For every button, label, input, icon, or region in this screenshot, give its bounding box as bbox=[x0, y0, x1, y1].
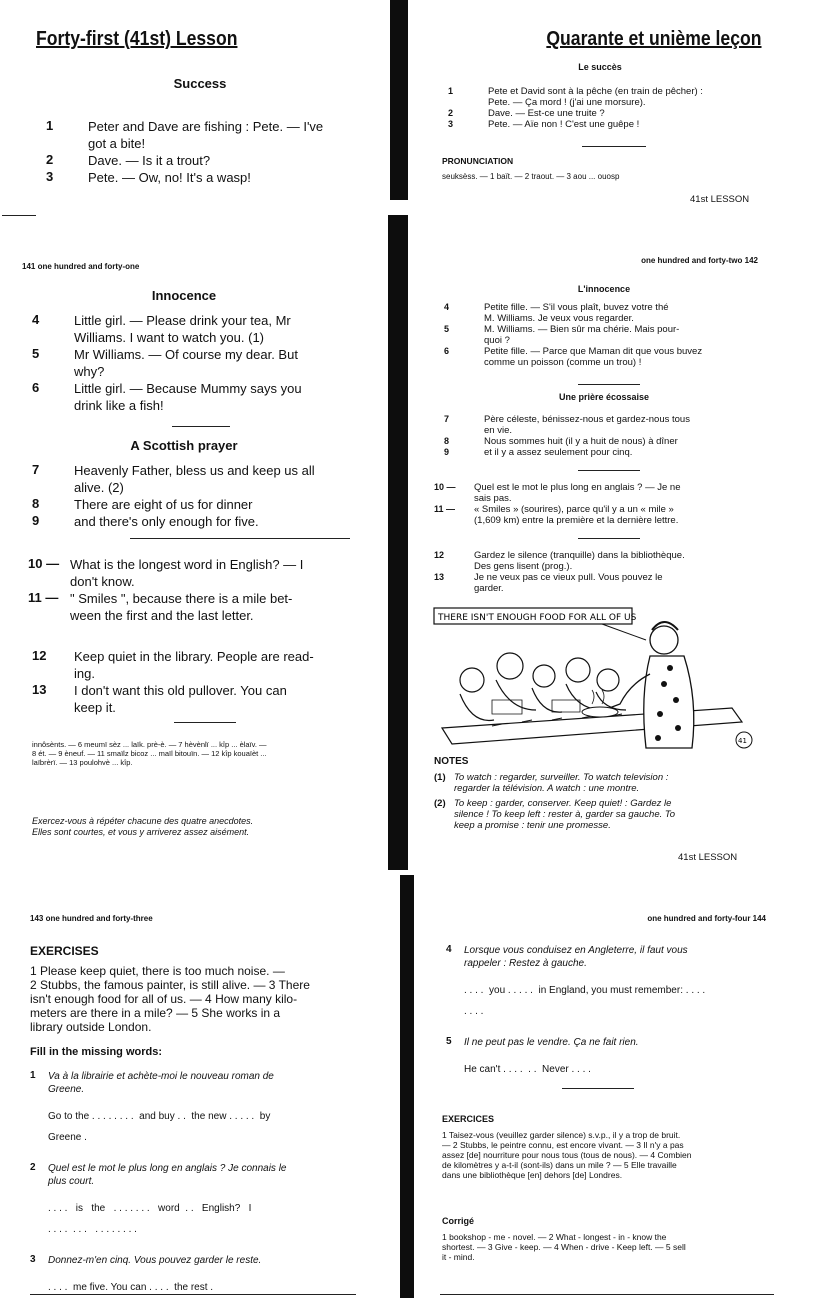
line-text: There are eight of us for dinner bbox=[74, 497, 253, 512]
line-number: 9 bbox=[32, 513, 40, 528]
line-text: Williams. I want to watch you. (1) bbox=[74, 330, 264, 345]
text-line bbox=[32, 479, 362, 496]
divider bbox=[578, 470, 640, 471]
line-number bbox=[434, 493, 474, 504]
text-line: 8 ét. — 9 èneuf. — 11 smaïlz bicoz ... maïl bitouïn. — 12 kîp kouaïèt ... bbox=[32, 749, 267, 758]
text-line: Elles sont courtes, et vous y arriverez assez aisément. bbox=[32, 827, 250, 837]
line-number bbox=[46, 135, 88, 152]
french-dialogue-4-6 bbox=[444, 302, 762, 368]
prompt-line: Quel est le mot le plus long en anglais ? Je connais le bbox=[48, 1163, 287, 1174]
line-number: 2 bbox=[448, 108, 454, 118]
divider bbox=[174, 722, 236, 723]
line-number: 13 bbox=[434, 572, 445, 582]
line-text: Little girl. — Please drink your tea, Mr bbox=[74, 313, 291, 328]
line-text: M. Williams. Je veux vous regarder. bbox=[484, 313, 634, 324]
line-number bbox=[444, 425, 484, 436]
exercices-text bbox=[442, 1130, 691, 1180]
line-number: 9 bbox=[444, 447, 450, 457]
line-number bbox=[32, 363, 74, 380]
note-item bbox=[434, 798, 774, 831]
answer-line: . . . . bbox=[464, 1006, 484, 1017]
line-number: 8 bbox=[32, 496, 40, 511]
line-number bbox=[444, 335, 484, 346]
line-number: 13 bbox=[32, 682, 47, 697]
text-line bbox=[28, 590, 368, 607]
text-line bbox=[32, 648, 362, 665]
text-line bbox=[434, 561, 764, 572]
page-bottom-rule bbox=[30, 1294, 356, 1295]
prompt-line: Lorsque vous conduisez en Angleterre, il faut vous bbox=[464, 945, 688, 956]
line-text: Dave. — Est-ce une truite ? bbox=[488, 108, 605, 119]
line-number: 6 bbox=[444, 346, 450, 356]
exercises-label: EXERCISES bbox=[30, 944, 99, 958]
divider bbox=[172, 426, 230, 427]
answer-line: Greene . bbox=[48, 1132, 87, 1143]
line-number: 4 bbox=[32, 312, 40, 327]
text-line bbox=[32, 312, 362, 329]
line-text: What is the longest word in English? — I bbox=[70, 557, 304, 572]
french-sentences-12-13 bbox=[434, 550, 764, 594]
text-line bbox=[434, 583, 764, 594]
english-sentences-12-13 bbox=[32, 648, 362, 716]
answer-line: . . . . you . . . . . in England, you must remember: . . . . bbox=[464, 985, 706, 996]
line-number: 5 bbox=[32, 346, 40, 361]
notes-list bbox=[434, 772, 774, 835]
line-text: Gardez le silence (tranquille) dans la bibliothèque. bbox=[474, 550, 685, 561]
page-edge-mark bbox=[2, 215, 36, 216]
line-number bbox=[32, 665, 74, 682]
note-line: silence ! To keep left : rester à, garder sa gauche. To bbox=[454, 809, 676, 820]
item-number: 3 bbox=[30, 1254, 36, 1265]
line-text: Nous sommes huit (il y a huit de nous) à dîner bbox=[484, 436, 678, 447]
page-number-143: 143 one hundred and forty-three bbox=[30, 914, 153, 923]
text-line bbox=[46, 118, 376, 135]
text-line bbox=[32, 699, 362, 716]
line-number: 4 bbox=[444, 302, 450, 312]
line-text: Pete et David sont à la pêche (en train de pêcher) : bbox=[488, 86, 703, 97]
text-line: isn't enough food for all of us. — 4 How many kilo- bbox=[30, 992, 298, 1006]
english-dialogue-4-6 bbox=[32, 312, 362, 414]
text-line bbox=[28, 607, 368, 624]
exercices-label: EXERCICES bbox=[442, 1114, 495, 1124]
line-text: Mr Williams. — Of course my dear. But bbox=[74, 347, 298, 362]
note-line: To keep : garder, conserver. Keep quiet! : Gardez le bbox=[454, 798, 672, 809]
text-line bbox=[444, 313, 762, 324]
binding-gutter-middle bbox=[388, 215, 408, 870]
fill-item bbox=[446, 944, 776, 1022]
text-line bbox=[46, 152, 376, 169]
text-line bbox=[32, 665, 362, 682]
line-number bbox=[28, 607, 70, 624]
line-text: why? bbox=[74, 364, 105, 379]
line-number bbox=[434, 561, 474, 572]
line-text: keep it. bbox=[74, 700, 116, 715]
section-title-le-succes: Le succès bbox=[578, 62, 622, 72]
line-text: I don't want this old pullover. You can bbox=[74, 683, 287, 698]
fill-item bbox=[30, 1162, 360, 1240]
text-line: shortest. — 3 Give - keep. — 4 When - drive - Keep left. — 5 sell bbox=[442, 1242, 686, 1252]
binding-gutter-top bbox=[390, 0, 408, 200]
section-title-linnocence: L'innocence bbox=[577, 284, 631, 294]
text-line: laïbrèrï. — 13 poulohvè ... kîp. bbox=[32, 758, 133, 767]
text-line bbox=[32, 363, 362, 380]
text-line: 1 bookshop - me - novel. — 2 What - longest - in - know the bbox=[442, 1232, 667, 1242]
note-item bbox=[434, 772, 774, 794]
page-bottom-rule bbox=[440, 1294, 774, 1295]
answer-line: . . . . is the . . . . . . . word . . English? I bbox=[48, 1203, 252, 1214]
text-line bbox=[434, 482, 764, 493]
french-dialogue-10-11 bbox=[434, 482, 764, 526]
text-line bbox=[444, 414, 762, 425]
french-prayer-7-9 bbox=[444, 414, 762, 458]
item-number: 1 bbox=[30, 1070, 36, 1081]
text-line bbox=[444, 425, 762, 436]
divider bbox=[562, 1088, 634, 1089]
line-text: en vie. bbox=[484, 425, 512, 436]
fill-in-label: Fill in the missing words: bbox=[30, 1046, 163, 1058]
line-number bbox=[444, 357, 484, 368]
line-number: 6 bbox=[32, 380, 40, 395]
page-number-142: one hundred and forty-two 142 bbox=[641, 256, 758, 265]
line-number: 2 bbox=[46, 152, 54, 167]
text-line: innôsènts. — 6 meumï sèz ... laïk. prè-è. — 7 hèvènlï ... kîp ... èlaïv. — bbox=[32, 740, 267, 749]
text-line: library outside London. bbox=[30, 1020, 152, 1034]
line-text: ing. bbox=[74, 666, 95, 681]
line-text: Little girl. — Because Mummy says you bbox=[74, 381, 302, 396]
line-text: drink like a fish! bbox=[74, 398, 164, 413]
lesson-footer: 41st LESSON bbox=[678, 852, 738, 863]
text-line bbox=[32, 496, 362, 513]
text-line bbox=[448, 108, 768, 119]
line-number: 5 bbox=[444, 324, 450, 334]
line-number bbox=[434, 515, 474, 526]
line-number bbox=[32, 397, 74, 414]
text-line bbox=[32, 682, 362, 699]
line-text: (1,609 km) entre la première et la dernière lettre. bbox=[474, 515, 679, 526]
text-line bbox=[448, 86, 768, 97]
corrige-text bbox=[442, 1232, 686, 1262]
line-number bbox=[28, 573, 70, 590]
text-line: — 2 Stubbs, le peintre connu, est encore vivant. — 3 Il n'y a pas bbox=[442, 1140, 684, 1150]
english-prayer-7-9 bbox=[32, 462, 362, 530]
text-line bbox=[444, 302, 762, 313]
text-line bbox=[448, 119, 768, 130]
notes-label: NOTES bbox=[434, 756, 469, 767]
text-line bbox=[32, 462, 362, 479]
line-text: got a bite! bbox=[88, 136, 146, 151]
line-number bbox=[32, 329, 74, 346]
fill-in-items-4-5 bbox=[446, 944, 776, 1094]
text-line bbox=[434, 515, 764, 526]
pronunciation-text-141 bbox=[32, 740, 267, 767]
binding-gutter-bottom bbox=[400, 875, 414, 1298]
answer-line: . . . . . . . . . . . . . . . bbox=[48, 1224, 137, 1235]
text-line bbox=[46, 135, 376, 152]
line-text: Peter and Dave are fishing : Pete. — I've bbox=[88, 119, 324, 134]
prompt-line: plus court. bbox=[48, 1176, 95, 1187]
answer-line: He can't . . . . . . Never . . . . bbox=[464, 1064, 591, 1075]
item-number: 4 bbox=[446, 944, 452, 955]
line-number: 10 — bbox=[434, 482, 456, 492]
line-number: 3 bbox=[448, 119, 454, 129]
text-line bbox=[28, 573, 368, 590]
text-line bbox=[444, 436, 762, 447]
cartoon-illustration bbox=[432, 604, 764, 754]
text-line bbox=[434, 493, 764, 504]
line-number bbox=[32, 479, 74, 496]
line-text: Pete. — Ça mord ! (j'ai une morsure). bbox=[488, 97, 646, 108]
text-line: assez [de] nourriture pour nous tous (tous de nous). — 4 Combien bbox=[442, 1150, 692, 1160]
line-text: Je ne veux pas ce vieux pull. Vous pouvez le bbox=[474, 572, 663, 583]
line-text: sais pas. bbox=[474, 493, 512, 504]
lesson-title-french: Quarante et unième leçon bbox=[546, 28, 762, 50]
line-number bbox=[448, 97, 488, 108]
section-title-success: Success bbox=[173, 76, 227, 91]
note-line: regarder la télévision. A watch : une montre. bbox=[454, 783, 640, 794]
section-title-priere-ecossaise: Une prière écossaise bbox=[558, 392, 650, 402]
page-number-144: one hundred and forty-four 144 bbox=[647, 914, 766, 923]
line-text: alive. (2) bbox=[74, 480, 124, 495]
text-line bbox=[32, 346, 362, 363]
line-text: M. Williams. — Bien sûr ma chérie. Mais pour- bbox=[484, 324, 680, 335]
text-line: dans une bibliothèque [en] dehors [de] Londres. bbox=[442, 1170, 623, 1180]
text-line: meters are there in a mile? — 5 She works in a bbox=[30, 1006, 281, 1020]
line-text: Des gens lisent (prog.). bbox=[474, 561, 573, 572]
tip-text bbox=[32, 816, 253, 838]
line-text: don't know. bbox=[70, 574, 135, 589]
divider bbox=[130, 538, 350, 539]
line-text: comme un poisson (comme un trou) ! bbox=[484, 357, 642, 368]
line-text: Pete. — Aïe non ! C'est une guêpe ! bbox=[488, 119, 640, 130]
text-line bbox=[32, 397, 362, 414]
lesson-title-english: Forty-first (41st) Lesson bbox=[36, 28, 238, 50]
prompt-line: Donnez-m'en cinq. Vous pouvez garder le reste. bbox=[48, 1255, 262, 1266]
prompt-line: Il ne peut pas le vendre. Ça ne fait rien. bbox=[464, 1037, 639, 1048]
line-text: Dave. — Is it a trout? bbox=[88, 153, 211, 168]
text-line bbox=[32, 329, 362, 346]
exercises-text bbox=[30, 964, 310, 1034]
line-text: quoi ? bbox=[484, 335, 510, 346]
text-line bbox=[444, 357, 762, 368]
text-line bbox=[434, 550, 764, 561]
answer-line: . . . . me five. You can . . . . the rest . bbox=[48, 1282, 214, 1293]
text-line bbox=[434, 504, 764, 515]
item-number: 2 bbox=[30, 1162, 36, 1173]
fill-in-items bbox=[30, 1070, 360, 1312]
lesson-footer: 41st LESSON bbox=[690, 194, 750, 205]
divider bbox=[582, 146, 646, 147]
text-line bbox=[434, 572, 764, 583]
prompt-line: Va à la librairie et achète-moi le nouveau roman de bbox=[48, 1071, 274, 1082]
cartoon-mark: 41 bbox=[738, 737, 747, 745]
prompt-line: Greene. bbox=[48, 1084, 85, 1095]
text-line bbox=[444, 346, 762, 357]
divider bbox=[578, 384, 640, 385]
line-text: Keep quiet in the library. People are read- bbox=[74, 649, 314, 664]
line-text: ween the first and the last letter. bbox=[70, 608, 254, 623]
text-line bbox=[444, 335, 762, 346]
note-number: (1) bbox=[434, 772, 446, 783]
text-line: 1 Please keep quiet, there is too much noise. — bbox=[30, 964, 285, 978]
line-text: « Smiles » (sourires), parce qu'il y a un « mile » bbox=[474, 504, 674, 515]
line-text: " Smiles ", because there is a mile bet- bbox=[70, 591, 293, 606]
fill-item bbox=[30, 1254, 360, 1298]
text-line: Exercez-vous à répéter chacune des quatre anecdotes. bbox=[32, 816, 254, 826]
corrige-label: Corrigé bbox=[442, 1216, 475, 1226]
line-number: 8 bbox=[444, 436, 450, 446]
page-number-141: 141 one hundred and forty-one bbox=[22, 262, 140, 271]
text-line: it - mind. bbox=[442, 1252, 475, 1262]
text-line bbox=[32, 380, 362, 397]
line-number: 7 bbox=[444, 414, 450, 424]
text-line: de kilomètres y a-t-il (sont-ils) dans un mile ? — 5 Elle travaille bbox=[442, 1160, 677, 1170]
line-text: Père céleste, bénissez-nous et gardez-nous tous bbox=[484, 414, 690, 425]
note-number: (2) bbox=[434, 798, 446, 809]
line-number: 12 bbox=[32, 648, 47, 663]
english-dialogue-10-11 bbox=[28, 556, 368, 624]
line-text: and there's only enough for five. bbox=[74, 514, 259, 529]
line-number: 12 bbox=[434, 550, 445, 560]
text-line: 2 Stubbs, the famous painter, is still alive. — 3 There bbox=[30, 978, 310, 992]
answer-line: Go to the . . . . . . . . and buy . . the new . . . . . by bbox=[48, 1111, 271, 1122]
cartoon-caption: THERE ISN'T ENOUGH FOOD FOR ALL OF US bbox=[438, 613, 637, 623]
line-number: 10 — bbox=[28, 556, 60, 571]
english-dialogue-1-3 bbox=[46, 118, 376, 186]
line-number: 11 — bbox=[434, 504, 456, 514]
text-line bbox=[448, 97, 768, 108]
pronunciation-text: seuksèss. — 1 baït. — 2 traout. — 3 aou ... ouosp bbox=[442, 172, 620, 181]
line-number: 1 bbox=[448, 86, 454, 96]
prompt-line: rappeler : Restez à gauche. bbox=[464, 958, 587, 969]
fill-item bbox=[30, 1070, 360, 1148]
divider bbox=[578, 538, 640, 539]
line-text: garder. bbox=[474, 583, 504, 594]
text-line bbox=[444, 447, 762, 458]
note-line: To watch : regarder, surveiller. To watch television : bbox=[454, 772, 669, 783]
text-line: 1 Taisez-vous (veuillez garder silence) s.v.p., il y a trop de bruit. bbox=[442, 1130, 681, 1140]
text-line bbox=[28, 556, 368, 573]
line-text: et il y a assez seulement pour cinq. bbox=[484, 447, 633, 458]
line-number: 1 bbox=[46, 118, 54, 133]
line-text: Quel est le mot le plus long en anglais ? — Je ne bbox=[474, 482, 681, 493]
section-title-innocence: Innocence bbox=[151, 288, 217, 303]
text-line bbox=[46, 169, 376, 186]
fill-item bbox=[446, 1036, 776, 1080]
french-dialogue-1-3 bbox=[448, 86, 768, 130]
line-text: Pete. — Ow, no! It's a wasp! bbox=[88, 170, 251, 185]
line-number: 11 — bbox=[28, 590, 59, 605]
line-number bbox=[32, 699, 74, 716]
line-number: 3 bbox=[46, 169, 54, 184]
item-number: 5 bbox=[446, 1036, 452, 1047]
text-line bbox=[32, 513, 362, 530]
line-number: 7 bbox=[32, 462, 40, 477]
line-text: Heavenly Father, bless us and keep us all bbox=[74, 463, 315, 478]
line-number bbox=[434, 583, 474, 594]
line-number bbox=[444, 313, 484, 324]
note-line: keep a promise : tenir une promesse. bbox=[454, 820, 611, 831]
line-text: Petite fille. — Parce que Maman dit que vous buvez bbox=[484, 346, 703, 357]
pronunciation-label: PRONUNCIATION bbox=[442, 156, 514, 166]
section-title-scottish-prayer: A Scottish prayer bbox=[130, 438, 238, 453]
text-line bbox=[444, 324, 762, 335]
line-text: Petite fille. — S'il vous plaît, buvez votre thé bbox=[484, 302, 669, 313]
